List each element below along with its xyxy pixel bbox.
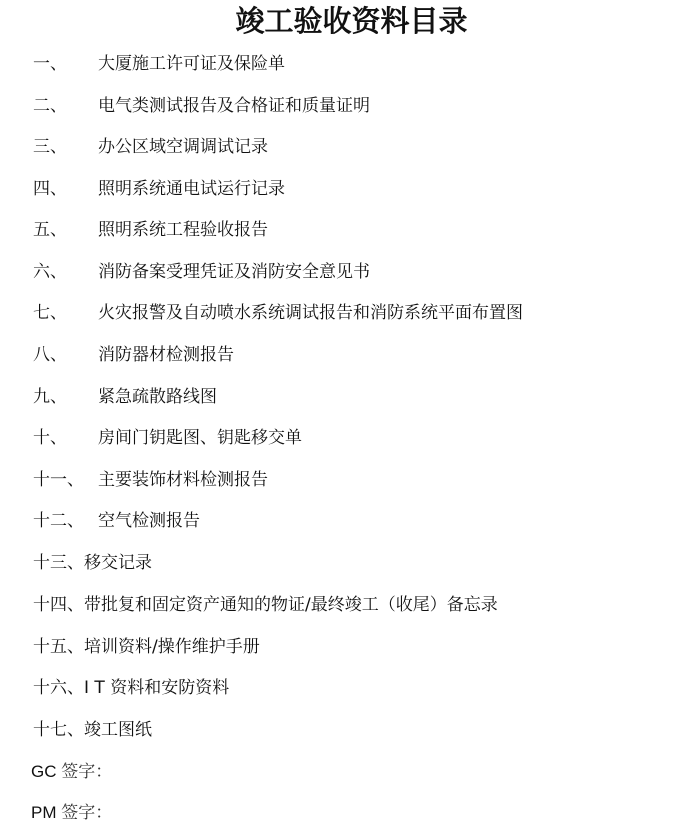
toc-item-15 (33, 635, 260, 659)
toc-item-5 (33, 218, 268, 242)
item-number: 十七、 (33, 720, 84, 740)
item-text: 空气检测报告 (98, 511, 200, 531)
item-number: 七、 (33, 303, 67, 323)
item-text: 电气类测试报告及合格证和质量证明 (98, 96, 370, 116)
signature-label: 签字： (61, 762, 113, 782)
item-text: 紧急疏散路线图 (98, 387, 217, 407)
item-number: 十、 (33, 428, 67, 448)
item-number: 十二、 (33, 511, 84, 531)
item-number: 六、 (33, 262, 67, 282)
signature-role: PM (31, 803, 57, 822)
toc-item-16 (33, 676, 229, 700)
toc-item-3 (33, 135, 268, 159)
toc-item-4 (33, 177, 285, 201)
item-text: 火灾报警及自动喷水系统调试报告和消防系统平面布置图 (98, 303, 523, 323)
item-number: 十三、 (33, 553, 84, 573)
toc-item-9 (33, 385, 217, 409)
item-number: 一、 (33, 54, 67, 74)
item-text: 带批复和固定资产通知的物证/最终竣工（收尾）备忘录 (84, 595, 498, 615)
item-number: 九、 (33, 387, 67, 407)
pm-signature-line (31, 801, 112, 825)
item-number: 五、 (33, 220, 67, 240)
item-text: 办公区域空调调试记录 (98, 137, 268, 157)
item-number: 十一、 (33, 470, 84, 490)
item-number: 十四、 (33, 595, 84, 615)
toc-item-2 (33, 94, 370, 118)
item-text: 移交记录 (84, 553, 152, 573)
item-number: 十六、 (33, 678, 84, 698)
item-text: 主要装饰材料检测报告 (98, 470, 268, 490)
signature-role: GC (31, 762, 57, 781)
toc-item-17 (33, 718, 152, 742)
item-text: 竣工图纸 (84, 720, 152, 740)
toc-item-10 (33, 426, 302, 450)
toc-item-7 (33, 301, 523, 325)
toc-item-12 (33, 509, 200, 533)
toc-item-8 (33, 343, 234, 367)
item-text: I T 资料和安防资料 (84, 678, 230, 698)
item-text: 大厦施工许可证及保险单 (98, 54, 285, 74)
item-number: 四、 (33, 179, 67, 199)
toc-item-6 (33, 260, 370, 284)
item-text: 消防备案受理凭证及消防安全意见书 (98, 262, 370, 282)
toc-item-1 (33, 52, 285, 76)
item-text: 消防器材检测报告 (98, 345, 234, 365)
item-text: 房间门钥匙图、钥匙移交单 (98, 428, 302, 448)
item-text: 照明系统通电试运行记录 (98, 179, 285, 199)
item-number: 八、 (33, 345, 67, 365)
item-text: 照明系统工程验收报告 (98, 220, 268, 240)
item-text: 培训资料/操作维护手册 (84, 637, 260, 657)
gc-signature-line (31, 760, 112, 784)
toc-item-14 (33, 593, 498, 617)
item-number: 三、 (33, 137, 67, 157)
item-number: 十五、 (33, 637, 84, 657)
toc-item-13 (33, 551, 152, 575)
toc-item-11 (33, 468, 268, 492)
page-title: 竣工验收资料目录 (235, 4, 468, 38)
item-number: 二、 (33, 96, 67, 116)
signature-label: 签字： (61, 803, 113, 823)
